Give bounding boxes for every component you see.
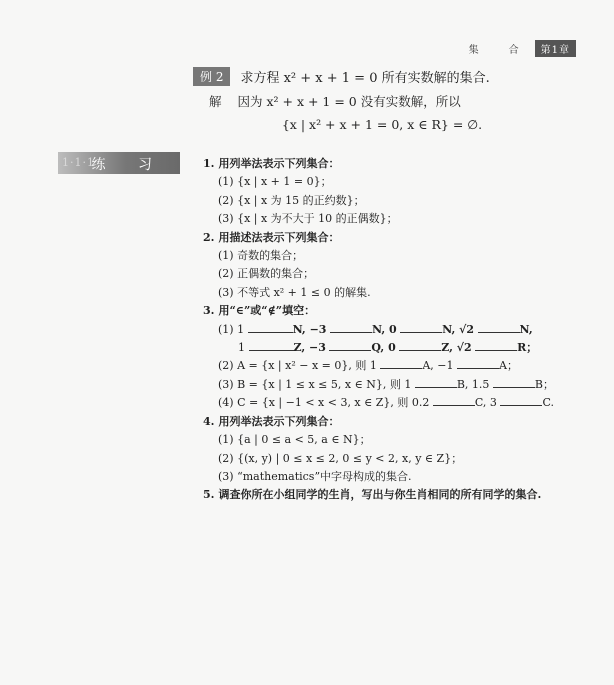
fill-row-2 [203,339,583,357]
problem-item: (1) 奇数的集合； [218,249,304,263]
answer-blank[interactable] [433,394,475,406]
problem-2 [203,229,583,247]
problem-number: 5. [203,488,215,502]
practice-title: 练 习 [91,157,166,173]
practice-banner [58,152,180,174]
problem-item: (3) 不等式 x² + 1 ≤ 0 的解集. [218,285,371,299]
solution-result: {x | x² + x + 1 = 0, x ∈ R} = ∅. [281,117,483,132]
answer-blank[interactable] [380,357,422,369]
running-header [469,40,576,57]
answer-blank[interactable] [415,376,457,388]
fill-label: (3) B = {x | 1 ≤ x ≤ 5, x ∈ N}, 则 1 [218,377,412,391]
problem-text: 用列举法表示下列集合： [218,414,340,428]
answer-blank[interactable] [478,321,520,333]
problem-text: 用列举法表示下列集合： [218,157,340,170]
solution-label: 解 [209,94,222,109]
problem-5 [203,486,583,504]
fill-row-4 [203,376,583,394]
fill-text: B； [534,377,555,391]
fill-text: A； [499,359,518,373]
fill-text: N, [519,322,533,336]
problem-text: 用“∈”或“∉”填空： [218,304,316,318]
problem-text: 调查你所在小组同学的生肖，写出与你生肖相同的所有同学的集合. [218,488,542,502]
problem-3 [203,302,583,320]
example-tag: 例 2 [193,67,230,86]
fill-text: N, √2 [442,322,475,336]
fill-row-1 [203,321,583,339]
answer-blank[interactable] [329,339,371,351]
problem-item: (1) {a | 0 ≤ a < 5, a ∈ N}； [218,433,371,447]
problem-item: (2) {x | x 为 15 的正约数}； [218,193,365,207]
problem-item: (2) {(x, y) | 0 ≤ x ≤ 2, 0 ≤ y < 2, x, y ∈ Z}； [218,451,463,465]
problem-item: (2) 正偶数的集合； [218,267,315,281]
example-heading [193,67,490,86]
fill-text: Q, 0 [371,341,396,355]
fill-text: N, −3 [292,322,327,336]
fill-text: N, 0 [371,322,397,336]
problem-number: 1. [203,157,215,170]
answer-blank[interactable] [248,321,293,333]
fill-text: C, 3 [474,396,497,410]
problem-text: 用描述法表示下列集合： [218,230,340,244]
answer-blank[interactable] [399,339,441,351]
problem-4 [203,413,583,431]
fill-text: R； [517,341,538,355]
fill-text: Z, −3 [293,341,326,355]
problem-number: 2. [203,230,215,244]
problem-list [203,155,583,505]
fill-label: (1) 1 [218,322,245,336]
problem-number: 3. [203,304,215,318]
answer-blank[interactable] [400,321,442,333]
fill-row-3 [203,357,583,375]
practice-section-number: 1·1·1 [62,156,95,169]
fill-text: B, 1.5 [456,377,490,391]
answer-blank[interactable] [249,339,294,351]
problem-item: (3) {x | x 为不大于 10 的正偶数}； [218,212,398,226]
fill-label: (2) A = {x | x² − x = 0}, 则 1 [218,359,377,373]
example-prompt: 求方程 x² + x + 1 = 0 所有实数解的集合. [240,71,490,86]
fill-text: Z, √2 [441,341,472,355]
chapter-badge: 第1章 [535,40,576,57]
answer-blank[interactable] [500,394,542,406]
fill-label: (4) C = {x | −1 < x < 3, x ∈ Z}, 则 0.2 [218,396,430,410]
fill-label: 1 [238,341,245,355]
answer-blank[interactable] [493,376,535,388]
problem-1 [203,155,583,173]
problem-number: 4. [203,414,215,428]
fill-row-5 [203,394,583,412]
solution-text: 因为 x² + x + 1 = 0 没有实数解，所以 [237,94,461,109]
problem-item: (3) “mathematics”中字母构成的集合. [218,469,412,483]
problem-item: (1) {x | x + 1 = 0}； [218,175,332,189]
answer-blank[interactable] [457,357,499,369]
solution [209,92,461,110]
fill-text: C. [542,396,554,410]
header-topic: 集 合 [468,45,529,56]
answer-blank[interactable] [330,321,372,333]
answer-blank[interactable] [475,339,517,351]
fill-text: A, −1 [422,359,454,373]
